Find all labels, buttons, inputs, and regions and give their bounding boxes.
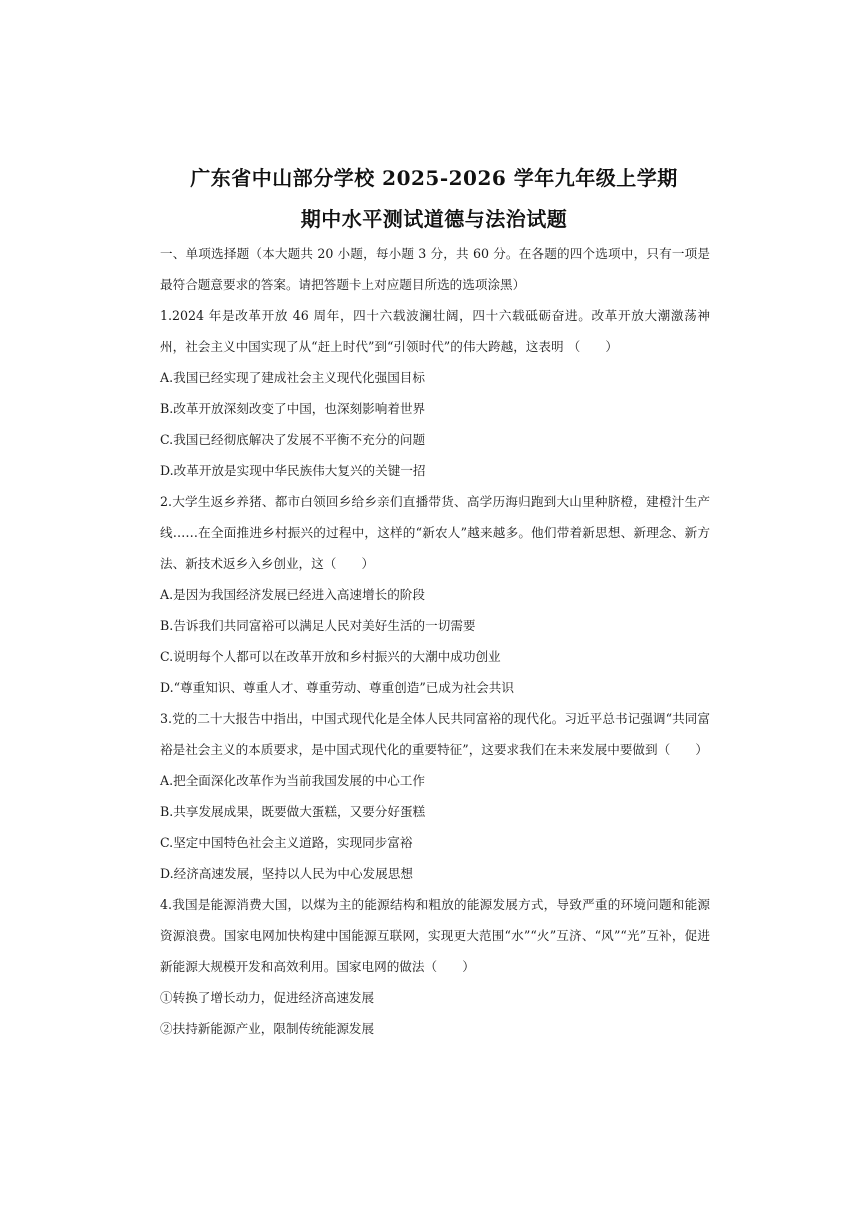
section-instructions: 一、单项选择题（本大题共 20 小题，每小题 3 分，共 60 分。在各题的四个选项中，只有一项是最符合题意要求的答案。请把答题卡上对应题目所选的选项涂黑） <box>160 246 710 292</box>
question-1-option-b: B.改革开放深刻改变了中国，也深刻影响着世界 <box>160 401 426 416</box>
question-2-option-c: C.说明每个人都可以在改革开放和乡村振兴的大潮中成功创业 <box>160 649 501 664</box>
question-3-stem: 3.党的二十大报告中指出，中国式现代化是全体人民共同富裕的现代化。习近平总书记强调“共同富裕是社会主义的本质要求，是中国式现代化的重要特征”，这要求我们在未来发展中要做到（ ） <box>160 711 710 757</box>
exam-title-line2: 期中水平测试道德与法治试题 <box>300 207 568 231</box>
question-1-option-a: A.我国已经实现了建成社会主义现代化强国目标 <box>160 370 425 385</box>
question-1-stem: 1.2024 年是改革开放 46 周年，四十六载波澜壮阔，四十六载砥砺奋进。改革开放大潮激荡神州，社会主义中国实现了从“赶上时代”到“引领时代”的伟大跨越，这表明 （ ） <box>160 308 710 354</box>
exam-title-line1: 广东省中山部分学校 2025-2026 学年九年级上学期 <box>190 166 678 190</box>
question-3-option-a: A.把全面深化改革作为当前我国发展的中心工作 <box>160 773 425 788</box>
question-3-option-c: C.坚定中国特色社会主义道路，实现同步富裕 <box>160 835 413 850</box>
question-1-option-d: D.改革开放是实现中华民族伟大复兴的关键一招 <box>160 463 426 478</box>
question-2-option-b: B.告诉我们共同富裕可以满足人民对美好生活的一切需要 <box>160 618 476 633</box>
question-3-option-d: D.经济高速发展，坚持以人民为中心发展思想 <box>160 866 413 881</box>
question-2-stem: 2.大学生返乡养猪、都市白领回乡给乡亲们直播带货、高学历海归跑到大山里种脐橙，建橙汁生产线……在全面推进乡村振兴的过程中，这样的“新农人”越来越多。他们带着新思想、新理念、新方法、新技术返乡入乡创业，这（ ） <box>160 494 710 571</box>
question-1-option-c: C.我国已经彻底解决了发展不平衡不充分的问题 <box>160 432 426 447</box>
question-4-stem: 4.我国是能源消费大国，以煤为主的能源结构和粗放的能源发展方式，导致严重的环境问题和能源资源浪费。国家电网加快构建中国能源互联网，实现更大范围“水”“火”互济、“风”“光”互补，促进新能源大规模开发和高效利用。国家电网的做法（ ） <box>160 897 710 974</box>
question-2-option-d: D.“尊重知识、尊重人才、尊重劳动、尊重创造”已成为社会共识 <box>160 680 514 695</box>
exam-content <box>160 238 710 1044</box>
question-3-option-b: B.共享发展成果，既要做大蛋糕，又要分好蛋糕 <box>160 804 426 819</box>
question-4-option-2: ②扶持新能源产业，限制传统能源发展 <box>160 1021 375 1036</box>
question-2-option-a: A.是因为我国经济发展已经进入高速增长的阶段 <box>160 587 425 602</box>
question-4-option-1: ①转换了增长动力，促进经济高速发展 <box>160 990 375 1005</box>
